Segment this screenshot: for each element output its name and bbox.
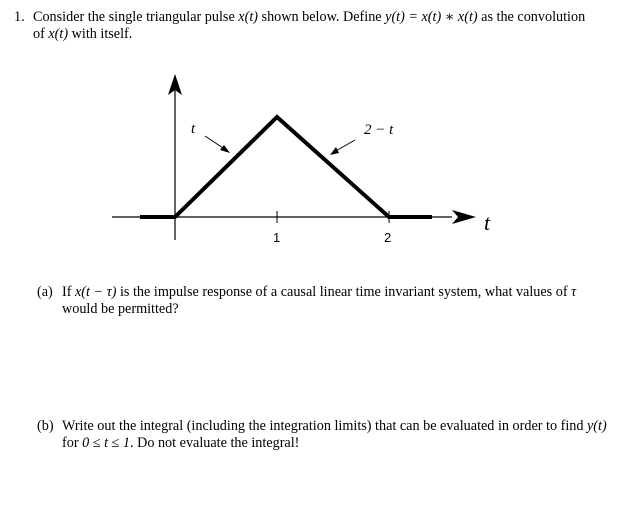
question-text-segment: Consider the single triangular pulse bbox=[33, 9, 239, 25]
question-text-segment: with itself. bbox=[68, 26, 133, 42]
left-slope-pointer-arrowhead bbox=[220, 145, 230, 153]
tick-label-2: 2 bbox=[384, 230, 392, 245]
part-b-text-segment: for bbox=[62, 435, 83, 451]
part-b-text-line-1 bbox=[62, 418, 607, 435]
part-a-text-line-1 bbox=[62, 284, 576, 301]
left-slope-label: t bbox=[191, 121, 196, 137]
right-slope-label: 2 − t bbox=[364, 122, 394, 138]
part-b-label: (b) bbox=[37, 418, 54, 434]
time-axis-label: t bbox=[484, 210, 491, 235]
part-a-text-line-2: would be permitted? bbox=[62, 301, 179, 317]
math-x-of-t: x(t) bbox=[238, 9, 258, 25]
math-y-of-t: y(t) bbox=[587, 418, 607, 434]
math-shifted-x: x(t − τ) bbox=[75, 284, 117, 300]
part-a-text-segment: If bbox=[62, 284, 75, 300]
tick-label-1: 1 bbox=[273, 230, 281, 245]
part-b-text-segment: . Do not evaluate the integral! bbox=[129, 435, 300, 451]
part-a-label: (a) bbox=[37, 284, 53, 300]
horizontal-axis-arrowhead bbox=[452, 210, 476, 224]
part-a-text-segment: is the impulse response of a causal linear time invariant system, what values of bbox=[116, 284, 572, 300]
question-text-segment: of bbox=[33, 26, 49, 42]
math-tau: τ bbox=[571, 284, 577, 300]
math-x-of-t: x(t) bbox=[48, 26, 69, 42]
math-interval: 0 ≤ t ≤ 1 bbox=[82, 435, 130, 451]
question-number: 1. bbox=[14, 9, 25, 25]
right-slope-pointer-arrowhead bbox=[330, 147, 339, 155]
math-convolution-definition: y(t) = x(t) ∗ x(t) bbox=[385, 9, 478, 25]
question-text-segment: shown below. Define bbox=[258, 9, 386, 25]
part-b-text-segment: Write out the integral (including the integration limits) that can be evaluated in order to find bbox=[62, 418, 587, 434]
part-b-text-line-2 bbox=[62, 435, 299, 452]
question-text-segment: as the convolution bbox=[477, 9, 586, 25]
